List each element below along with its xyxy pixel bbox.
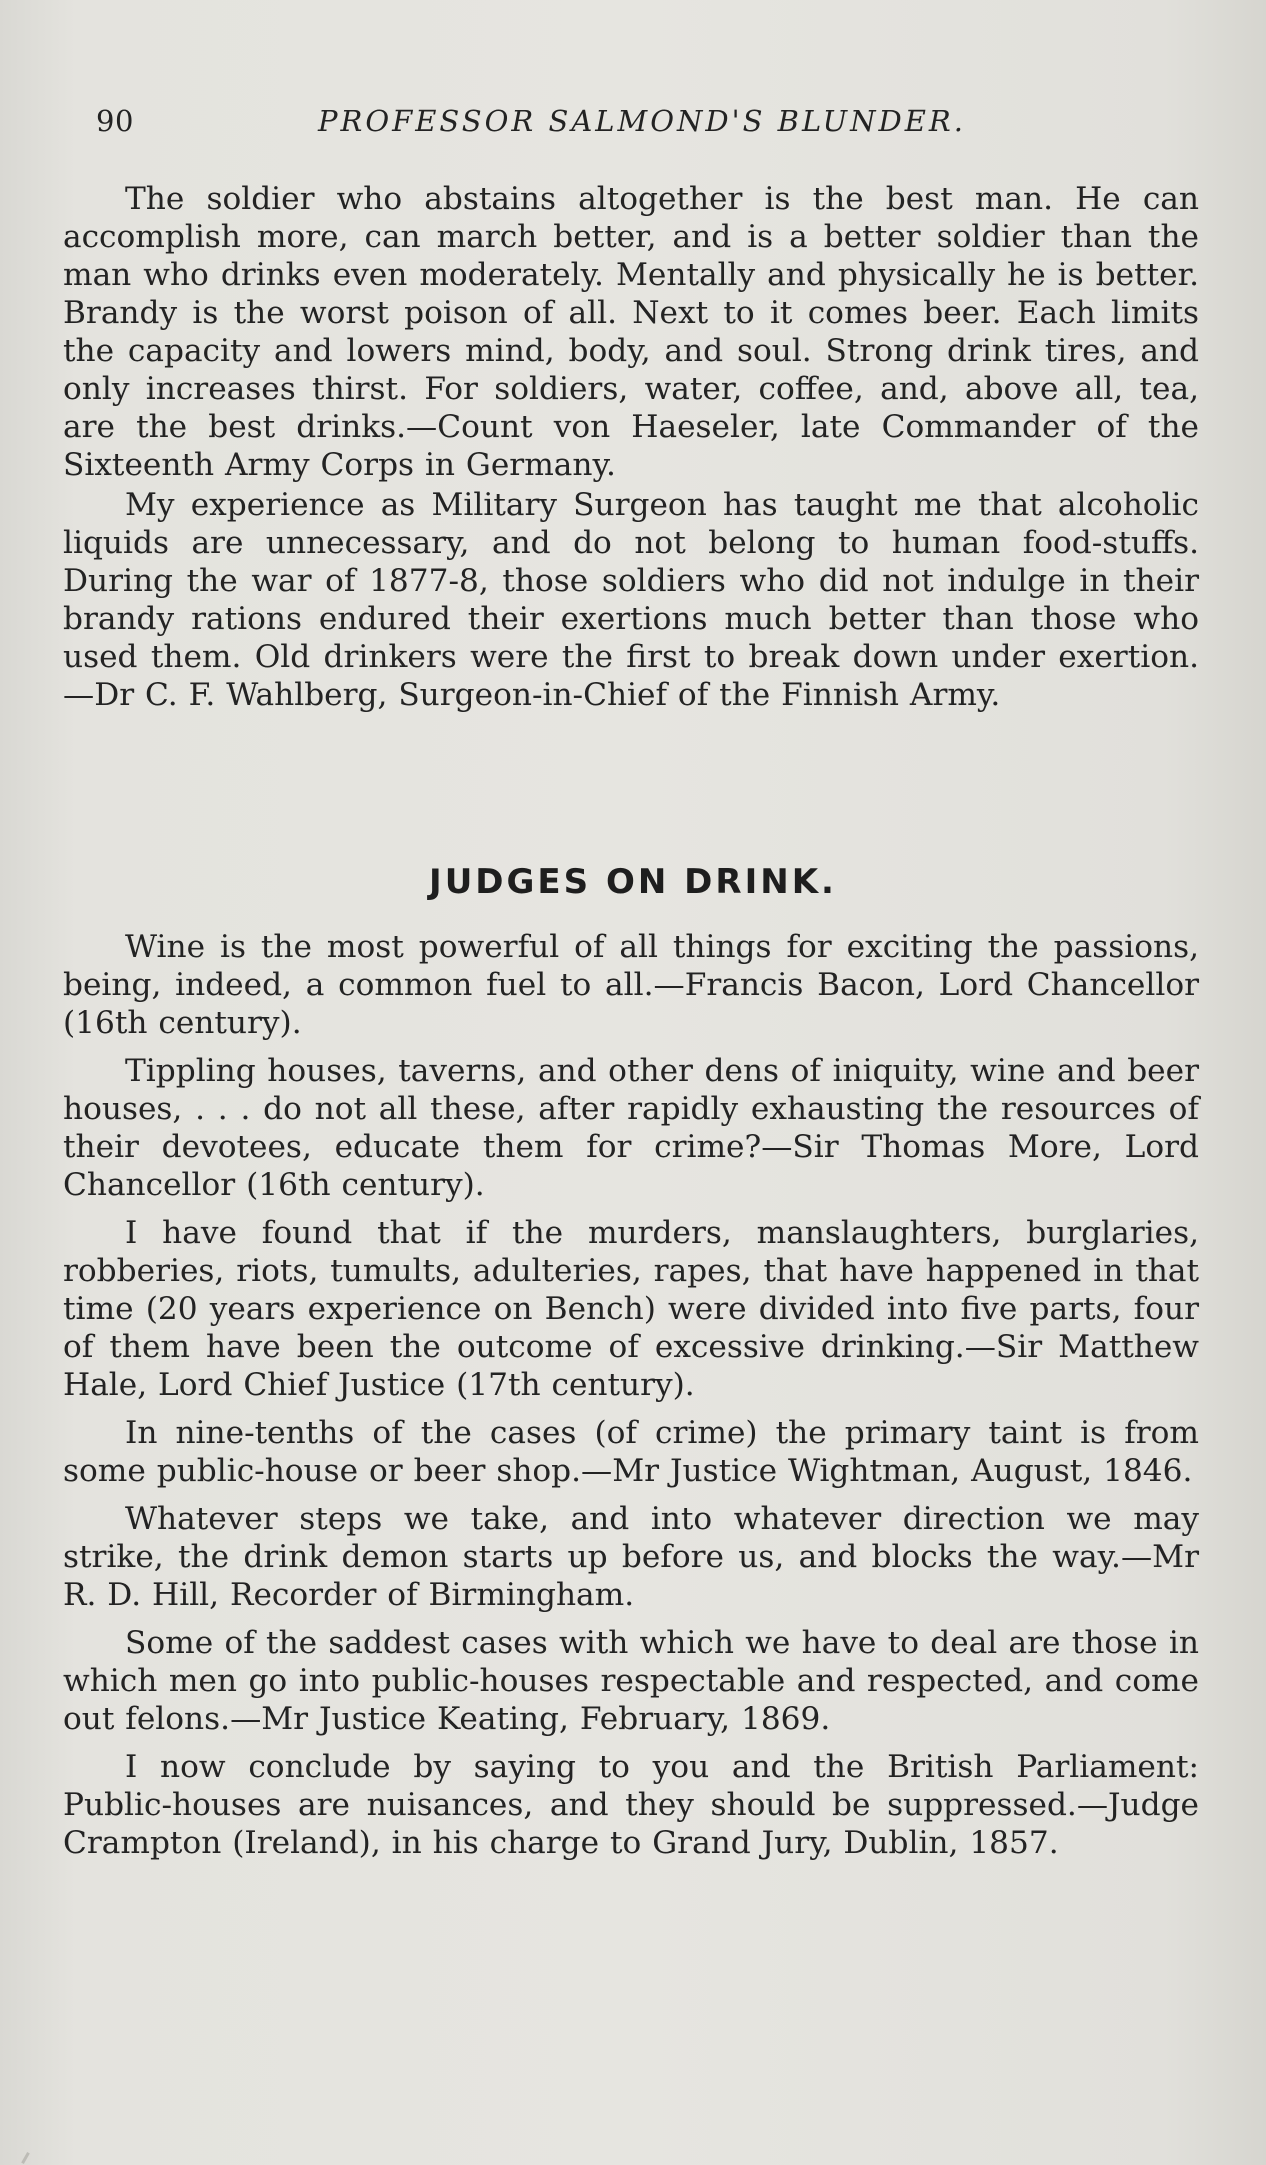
paragraph-haeseler: The soldier who abstains altogether is the best man. He can accomplish more, can march better, and is a better soldier than the man who drinks even moderately. Mentally and physically he is better. Brandy is the worst poison of all. Next to it comes beer. Each limits the capacity and lowers mind, body, and soul. Strong drink tires, and only increases thirst. For soldiers, water, coffee, and, above all, tea, are the best drinks.—Count von Haeseler, late Commander of the Sixteenth Army Corps in Germany.	[63, 181, 1199, 483]
paragraph-hale: I have found that if the murders, manslaughters, burglaries, robberies, riots, tumults, adulteries, rapes, that have happened in that time (20 years experience on Bench) were divided into five parts, four of them have been the outcome of excessive drinking.—Sir Matthew Hale, Lord Chief Justice (17th century).	[63, 1215, 1199, 1403]
paragraph-crampton: I now conclude by saying to you and the British Parliament: Public-houses are nuisances, and they should be suppressed.—Judge Crampton (Ireland), in his charge to Grand Jury, Dublin, 1857.	[63, 1749, 1199, 1861]
running-title: PROFESSOR SALMOND'S BLUNDER.	[318, 104, 966, 138]
pen-mark	[21, 2152, 30, 2164]
paragraph-keating: Some of the saddest cases with which we have to deal are those in which men go into public-houses respectable and respected, and come out felons.—Mr Justice Keating, February, 1869.	[63, 1625, 1199, 1737]
paragraph-hill: Whatever steps we take, and into whatever direction we may strike, the drink demon starts up before us, and blocks the way.—Mr R. D. Hill, Recorder of Birmingham.	[63, 1501, 1199, 1613]
paragraph-wightman: In nine-tenths of the cases (of crime) the primary taint is from some public-house or beer shop.—Mr Justice Wightman, August, 1846.	[63, 1415, 1199, 1489]
running-head	[96, 104, 1196, 144]
paragraph-more: Tippling houses, taverns, and other dens of iniquity, wine and beer houses, . . . do not all these, after rapidly exhausting the resources of their devotees, educate them for crime?—Sir Thomas More, Lord Chancellor (16th century).	[63, 1053, 1199, 1203]
paragraph-bacon: Wine is the most powerful of all things for exciting the passions, being, indeed, a common fuel to all.—Francis Bacon, Lord Chancellor (16th century).	[63, 929, 1199, 1041]
section-heading: JUDGES ON DRINK.	[429, 862, 837, 902]
page-number: 90	[96, 104, 134, 138]
paragraph-wahlberg: My experience as Military Surgeon has taught me that alcoholic liquids are unnecessary, and do not belong to human food-stuffs. During the war of 1877-8, those soldiers who did not indulge in their brandy rations endured their exertions much better than those who used them. Old drinkers were the first to break down under exertion.—Dr C. F. Wahlberg, Surgeon-in-Chief of the Finnish Army.	[63, 487, 1199, 713]
military-quotes-section	[63, 180, 1199, 716]
judges-quotes-section	[63, 928, 1199, 1872]
